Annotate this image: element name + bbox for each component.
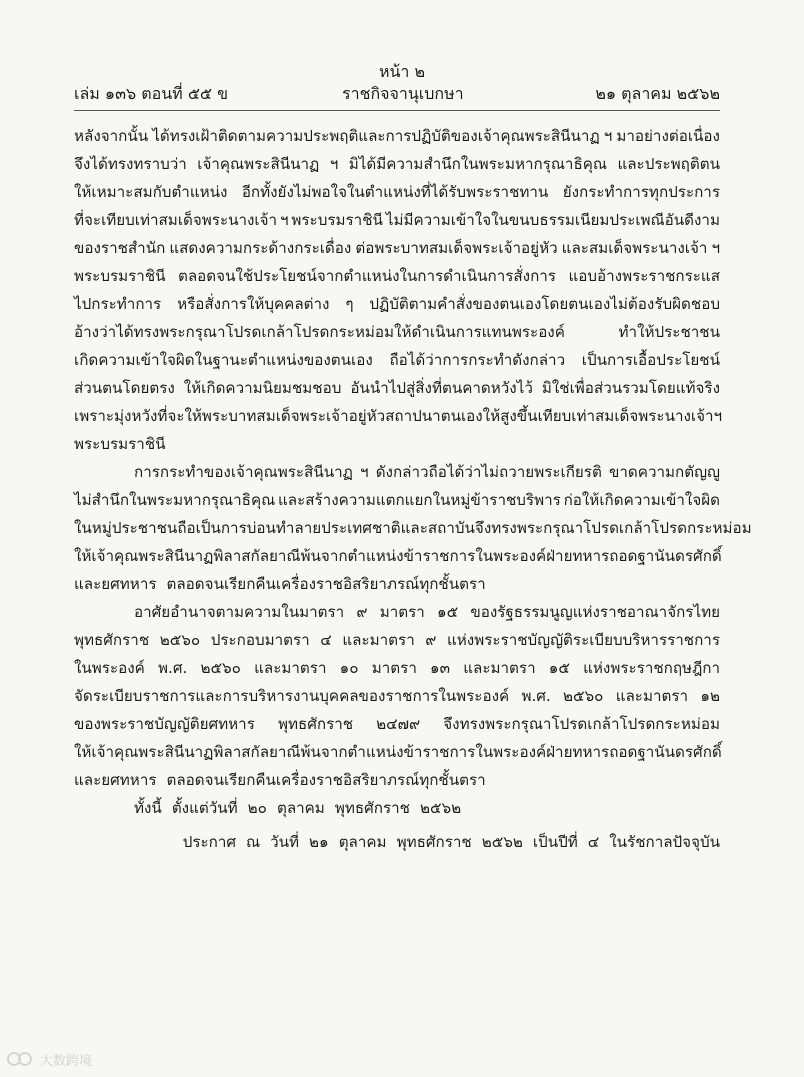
word: และมาตรา	[254, 659, 327, 677]
word: แห่งพระราชบัญญัติระเบียบบริหารราชการ	[447, 631, 720, 649]
word: ที่จะเทียบเท่าสมเด็จพระนางเจ้า	[74, 211, 278, 229]
word: จัดระเบียบราชการและการบริหารงานบุคคลของราชการในพระองค์	[74, 687, 510, 705]
word: ต่อพระบาทสมเด็จพระเจ้าอยู่หัว	[355, 239, 558, 257]
word: ตลอดจนเรียกคืนเครื่องราชอิสริยาภรณ์ทุกชั้นตรา	[166, 575, 486, 593]
word: ของรัฐธรรมนูญแห่งราชอาณาจักรไทย	[470, 603, 720, 621]
word: ปฏิบัติตามคำสั่งของตนเองโดยตนเองไม่ต้องรับผิดชอบ	[369, 295, 720, 313]
word: พิลาสกัลยาณี	[213, 743, 301, 761]
watermark-text: 大数跨境	[40, 1053, 93, 1069]
word: ๑๒	[700, 687, 720, 705]
word: ตั้งแต่วันที่	[171, 799, 238, 817]
word: เจ้าคุณพระสินีนาฏ	[197, 155, 320, 173]
text-line	[74, 402, 723, 430]
text-line	[74, 430, 720, 458]
word: ๔	[587, 833, 600, 851]
text-line	[74, 178, 720, 206]
word: แห่งพระราชกฤษฎีกา	[583, 659, 720, 677]
word: พุทธศักราช	[74, 631, 150, 649]
text-line	[74, 346, 720, 374]
word: พระบรมราชินี	[291, 211, 383, 229]
word: พุทธศักราช	[334, 799, 410, 817]
word: พ้นจากตำแหน่งข้าราชการในพระองค์ฝ่ายทหาร	[300, 743, 610, 761]
word: ตลอดจนเรียกคืนเครื่องราชอิสริยาภรณ์ทุกชั้นตรา	[166, 771, 486, 789]
word: ฯ	[711, 239, 720, 257]
text-line	[74, 262, 720, 290]
text-line	[74, 710, 720, 738]
word: ๙	[356, 603, 368, 621]
word: และมาตรา	[615, 687, 689, 705]
word: หลังจากนั้น	[74, 127, 149, 145]
word: อีกทั้งยังไม่พอใจในตำแหน่งที่ได้รับพระราชทาน	[241, 183, 549, 201]
word: ๒๔๗๙	[376, 715, 421, 733]
word: ณ	[246, 833, 261, 851]
word: ฯ	[279, 211, 289, 229]
word: ๔	[320, 631, 332, 649]
word: ถือได้ว่าการกระทำดังกล่าว	[389, 351, 566, 369]
word: ๒๕๖๐	[563, 687, 604, 705]
word: ตุลาคม	[276, 799, 325, 817]
word: ให้เกิดความนิยมชมชอบ	[183, 379, 342, 397]
text-line	[74, 290, 720, 318]
word: ในหมู่ประชาชน	[74, 519, 178, 537]
word: พ.ศ.	[158, 659, 188, 677]
word: ทำให้ประชาชน	[618, 323, 720, 341]
text-line	[74, 150, 720, 178]
word: ให้เหมาะสมกับตำแหน่ง	[74, 183, 228, 201]
text-line	[74, 122, 720, 150]
word: ๒๕๖๐	[159, 631, 201, 649]
word: ๒๐	[247, 799, 267, 817]
word: พ.ศ.	[521, 687, 551, 705]
announcement-body	[74, 122, 752, 822]
word: ๑๓	[430, 659, 451, 677]
text-line	[74, 570, 720, 598]
word: ไปกระทำการ	[74, 295, 162, 313]
text-line	[74, 374, 720, 402]
word: ไม่มีความเข้าใจในขนบธรรมเนียมประเพณีอันดีงาม	[385, 211, 720, 229]
word: และสร้างความแตกแยกในหมู่ข้าราชบริพาร	[277, 491, 561, 509]
word: ฯ	[713, 407, 723, 425]
text-line	[74, 654, 720, 682]
word: หรือสั่งการให้บุคคลต่าง	[177, 295, 330, 313]
word: มิได้มีความสำนึกในพระมหากรุณาธิคุณ	[348, 155, 607, 173]
word: ของพระราชบัญญัติยศทหาร	[74, 715, 255, 733]
word: ๙	[425, 631, 437, 649]
word: วันที่	[270, 833, 300, 851]
word: พุทธศักราช	[396, 833, 472, 851]
proclamation-date-line	[74, 828, 720, 856]
word: ยังกระทำการทุกประการ	[562, 183, 720, 201]
word: ๆ	[345, 295, 354, 313]
watermark	[6, 1048, 92, 1070]
word: จึงได้ทรงทราบว่า	[74, 155, 187, 173]
text-line	[74, 318, 720, 346]
word: พระบรมราชินี	[74, 435, 166, 453]
word: แสดงความกระด้างกระเดื่อง	[169, 239, 352, 257]
word: ให้เจ้าคุณพระสินีนาฏ	[74, 743, 214, 761]
word: ถอดฐานันดรศักดิ์	[609, 547, 722, 565]
text-line	[74, 542, 720, 570]
word: และมาตรา	[463, 659, 536, 677]
word: ถอดฐานันดรศักดิ์	[609, 743, 722, 761]
word: การกระทำของเจ้าคุณพระสินีนาฏ	[134, 463, 353, 481]
text-line	[74, 514, 752, 542]
word: ประกาศ	[182, 833, 237, 851]
word: ในพระองค์	[74, 659, 145, 677]
word: และยศทหาร	[74, 575, 157, 593]
word: อันนำไปสู่สิ่งที่ตนคาดหวังไว้	[350, 379, 533, 397]
word: ๑๕	[548, 659, 570, 677]
word: และประพฤติตน	[617, 155, 720, 173]
text-line	[74, 486, 720, 514]
word: เพราะมุ่งหวังที่จะให้พระบาทสมเด็จพระเจ้าอยู่หัวสถาปนาตนเองให้สูงขึ้น	[74, 407, 538, 425]
word: มิใช่เพื่อส่วนรวมโดยแท้จริง	[541, 379, 720, 397]
text-line	[74, 206, 720, 234]
word: ๒๕๖๐	[200, 659, 241, 677]
header-divider	[74, 110, 720, 111]
word: มาตรา	[379, 603, 425, 621]
word: ๑๐	[339, 659, 359, 677]
word: พ้นจากตำแหน่งข้าราชการในพระองค์ฝ่ายทหาร	[300, 547, 610, 565]
word: ทั้งนี้	[134, 799, 162, 817]
word: ฯ	[359, 463, 369, 481]
word: ฯ	[329, 155, 339, 173]
word: อ้างว่าได้ทรงพระกรุณาโปรดเกล้าโปรดกระหม่อมให้ดำเนินการแทนพระองค์	[74, 323, 565, 341]
word: ของราชสำนัก	[74, 239, 166, 257]
word: และสมเด็จพระนางเจ้า	[561, 239, 708, 257]
word: ๒๕๖๒	[419, 799, 462, 817]
gazette-name: ราชกิจจานุเบกษา	[342, 84, 464, 103]
text-line	[74, 738, 720, 766]
word: เป็นการเอื้อประโยชน์	[581, 351, 720, 369]
word: ประกอบมาตรา	[210, 631, 310, 649]
word: มาตรา	[371, 659, 417, 677]
word: ดังกล่าวถือได้ว่าไม่ถวายพระเกียรติ	[375, 463, 602, 481]
word: จึงทรงพระกรุณาโปรดเกล้าโปรดกระหม่อม	[474, 519, 752, 537]
word: และยศทหาร	[74, 771, 157, 789]
word: ให้เจ้าคุณพระสินีนาฏ	[74, 547, 214, 565]
text-line	[74, 234, 720, 262]
word: ขาดความกตัญญู	[609, 463, 720, 481]
volume-issue: เล่ม ๑๓๖ ตอนที่ ๕๕ ข	[74, 84, 229, 103]
word: ส่วนตนโดยตรง	[74, 379, 175, 397]
word: ๒๕๖๒	[481, 833, 523, 851]
text-line	[74, 598, 720, 626]
word: อาศัยอำนาจตามความในมาตรา	[134, 603, 345, 621]
word: เกิดความเข้าใจผิดในฐานะตำแหน่งของตนเอง	[74, 351, 373, 369]
word: ฯ	[603, 127, 613, 145]
word: ในรัชกาลปัจจุบัน	[609, 833, 720, 851]
text-line	[74, 458, 720, 486]
text-line	[74, 766, 720, 794]
word: ได้ทรงเฝ้าติดตามความประพฤติและการปฏิบัติของเจ้าคุณพระสินีนาฏ	[152, 127, 600, 145]
word: ตุลาคม	[338, 833, 387, 851]
word: จึงทรงพระกรุณาโปรดเกล้าโปรดกระหม่อม	[443, 715, 720, 733]
word: ก่อให้เกิดความเข้าใจผิด	[563, 491, 720, 509]
word: พระบรมราชินี	[74, 267, 166, 285]
word: เป็นปีที่	[532, 833, 578, 851]
word: พุทธศักราช	[277, 715, 354, 733]
word: ๒๑	[309, 833, 329, 851]
page-number: หน้า ๒	[378, 62, 426, 81]
gazette-date: ๒๑ ตุลาคม ๒๕๖๒	[595, 84, 720, 103]
word: แอบอ้างพระราชกระแส	[568, 267, 720, 285]
text-line	[74, 682, 720, 710]
word: ตลอดจนใช้ประโยชน์จากตำแหน่งในการดำเนินการสั่งการ	[178, 267, 556, 285]
word: พิลาสกัลยาณี	[213, 547, 301, 565]
word: ถือเป็นการบ่อนทำลายประเทศชาติและสถาบัน	[177, 519, 475, 537]
word: มาอย่างต่อเนื่อง	[616, 127, 720, 145]
watermark-logo-icon	[6, 1050, 36, 1068]
word: ไม่สำนึกในพระมหากรุณาธิคุณ	[74, 491, 276, 509]
word: เทียบเท่าสมเด็จพระนางเจ้า	[537, 407, 714, 425]
text-line	[74, 626, 720, 654]
text-line	[74, 794, 720, 822]
word: ๑๕	[437, 603, 459, 621]
word: และมาตรา	[342, 631, 415, 649]
gazette-header	[74, 83, 720, 105]
